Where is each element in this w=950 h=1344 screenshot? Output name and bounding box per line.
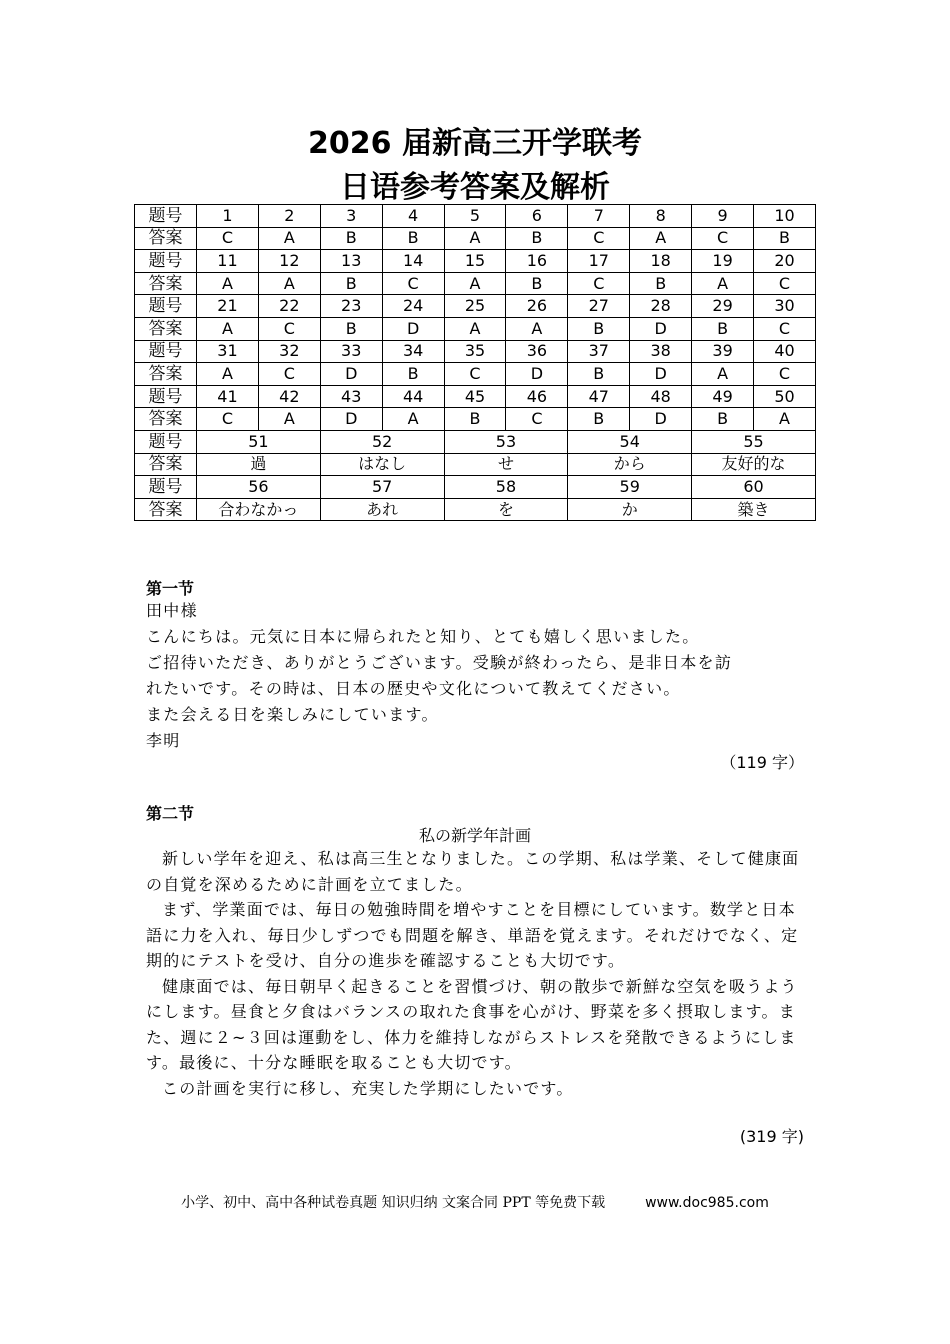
answer-cell: B xyxy=(320,227,382,250)
answer-cell: か xyxy=(568,498,692,521)
row-label: 答案 xyxy=(135,408,197,431)
question-number-row xyxy=(135,250,816,273)
answer-cell: B xyxy=(692,408,754,431)
answer-cell: を xyxy=(444,498,568,521)
section2-count: (319 字) xyxy=(739,1127,804,1146)
question-number-cell: 20 xyxy=(754,250,816,273)
letter-line: 田中様 xyxy=(146,601,198,620)
title-line-2: 日语参考答案及解析 xyxy=(340,170,610,205)
row-label: 题号 xyxy=(135,340,197,363)
question-number-cell: 38 xyxy=(630,340,692,363)
essay-paragraph: 健康面では、毎日朝早く起きることを習慣づけ、朝の散歩で新鮮な空気を吸うようにします。昼食と夕食はバランスの取れた食事を心がけ、野菜を多く摂取します。また、週に２~３回は運動をし、体力を維持しながらストレスを発散できるようにします。最後に、十分な睡眠を取ることも大切です。 xyxy=(146,976,798,1072)
answer-cell: A xyxy=(444,227,506,250)
answer-row xyxy=(135,453,816,476)
question-number-cell: 16 xyxy=(506,250,568,273)
question-number-cell: 10 xyxy=(754,205,816,228)
question-number-row xyxy=(135,295,816,318)
question-number-row xyxy=(135,385,816,408)
row-label: 答案 xyxy=(135,363,197,386)
question-number-cell: 26 xyxy=(506,295,568,318)
answer-cell: A xyxy=(197,363,259,386)
answer-cell: 過 xyxy=(197,453,321,476)
question-number-cell: 3 xyxy=(320,205,382,228)
answer-cell: D xyxy=(630,408,692,431)
question-number-cell: 7 xyxy=(568,205,630,228)
question-number-cell: 41 xyxy=(197,385,259,408)
row-label: 题号 xyxy=(135,430,197,453)
question-number-row xyxy=(135,205,816,228)
answer-cell: C xyxy=(568,272,630,295)
section1-count: （119 字） xyxy=(720,753,804,772)
answer-cell: B xyxy=(568,363,630,386)
question-number-cell: 40 xyxy=(754,340,816,363)
answer-cell: せ xyxy=(444,453,568,476)
question-number-cell: 12 xyxy=(258,250,320,273)
question-number-cell: 37 xyxy=(568,340,630,363)
answer-row xyxy=(135,227,816,250)
answer-cell: C xyxy=(754,317,816,340)
answer-cell: B xyxy=(382,363,444,386)
essay-paragraph: まず、学業面では、毎日の勉強時間を増やすことを目標にしています。数学と日本語に力を入れ、毎日少しずつでも問題を解き、単語を覚えます。それだけでなく、定期的にテストを受け、自分の進歩を確認することも大切です。 xyxy=(146,900,799,970)
answer-cell: C xyxy=(258,363,320,386)
question-number-cell: 33 xyxy=(320,340,382,363)
answer-cell: D xyxy=(320,408,382,431)
answer-cell: 築き xyxy=(692,498,816,521)
essay-paragraph: この計画を実行に移し、充実した学期にしたいです。 xyxy=(162,1078,574,1098)
question-number-row xyxy=(135,476,816,499)
question-number-cell: 51 xyxy=(197,430,321,453)
question-number-cell: 48 xyxy=(630,385,692,408)
question-number-cell: 43 xyxy=(320,385,382,408)
letter-line: 李明 xyxy=(146,731,181,750)
essay-body xyxy=(146,846,806,1101)
question-number-cell: 60 xyxy=(692,476,816,499)
row-label: 答案 xyxy=(135,453,197,476)
question-number-cell: 17 xyxy=(568,250,630,273)
answer-cell: C xyxy=(197,227,259,250)
footer-text: 小学、初中、高中各种试卷真题 知识归纳 文案合同 PPT 等免费下载 xyxy=(181,1195,606,1211)
question-number-cell: 13 xyxy=(320,250,382,273)
question-number-cell: 14 xyxy=(382,250,444,273)
question-number-cell: 28 xyxy=(630,295,692,318)
question-number-cell: 39 xyxy=(692,340,754,363)
answer-row xyxy=(135,272,816,295)
question-number-cell: 4 xyxy=(382,205,444,228)
answer-cell: A xyxy=(692,363,754,386)
question-number-cell: 35 xyxy=(444,340,506,363)
question-number-cell: 29 xyxy=(692,295,754,318)
letter-line: ご招待いただき、ありがとうございます。受験が終わったら、是非日本を訪 xyxy=(146,653,733,672)
question-number-cell: 9 xyxy=(692,205,754,228)
answer-cell: A xyxy=(258,408,320,431)
answer-cell: B xyxy=(444,408,506,431)
answer-cell: B xyxy=(568,317,630,340)
question-number-cell: 50 xyxy=(754,385,816,408)
footer-url[interactable]: www.doc985.com xyxy=(645,1195,769,1211)
answer-cell: A xyxy=(197,272,259,295)
question-number-cell: 59 xyxy=(568,476,692,499)
question-number-cell: 34 xyxy=(382,340,444,363)
question-number-cell: 2 xyxy=(258,205,320,228)
letter-line: また会える日を楽しみにしています。 xyxy=(146,705,439,724)
answer-row xyxy=(135,317,816,340)
answer-row xyxy=(135,408,816,431)
answer-cell: B xyxy=(320,272,382,295)
row-label: 答案 xyxy=(135,227,197,250)
question-number-cell: 55 xyxy=(692,430,816,453)
section1-letter xyxy=(146,598,804,754)
answer-cell: D xyxy=(630,363,692,386)
question-number-cell: 47 xyxy=(568,385,630,408)
question-number-row xyxy=(135,340,816,363)
answer-cell: C xyxy=(382,272,444,295)
question-number-cell: 45 xyxy=(444,385,506,408)
question-number-cell: 8 xyxy=(630,205,692,228)
answer-cell: C xyxy=(444,363,506,386)
answer-cell: 友好的な xyxy=(692,453,816,476)
section2-heading: 第二节 xyxy=(146,804,195,823)
question-number-cell: 15 xyxy=(444,250,506,273)
answer-cell: A xyxy=(754,408,816,431)
question-number-cell: 57 xyxy=(320,476,444,499)
row-label: 题号 xyxy=(135,385,197,408)
question-number-cell: 54 xyxy=(568,430,692,453)
answer-cell: B xyxy=(506,227,568,250)
answer-cell: D xyxy=(382,317,444,340)
answer-cell: 合わなかっ xyxy=(197,498,321,521)
essay-title: 私の新学年計画 xyxy=(418,826,531,845)
answer-cell: A xyxy=(197,317,259,340)
row-label: 答案 xyxy=(135,272,197,295)
answer-cell: A xyxy=(506,317,568,340)
question-number-row xyxy=(135,430,816,453)
answer-cell: はなし xyxy=(320,453,444,476)
answer-cell: から xyxy=(568,453,692,476)
answer-table xyxy=(134,204,816,521)
answer-cell: C xyxy=(754,363,816,386)
question-number-cell: 49 xyxy=(692,385,754,408)
section1-heading: 第一节 xyxy=(146,579,195,598)
answer-cell: C xyxy=(258,317,320,340)
answer-row xyxy=(135,498,816,521)
letter-line: れたいです。その時は、日本の歴史や文化について教えてください。 xyxy=(146,679,681,698)
answer-cell: B xyxy=(692,317,754,340)
answer-cell: A xyxy=(444,317,506,340)
question-number-cell: 30 xyxy=(754,295,816,318)
question-number-cell: 18 xyxy=(630,250,692,273)
answer-cell: D xyxy=(506,363,568,386)
row-label: 题号 xyxy=(135,250,197,273)
question-number-cell: 1 xyxy=(197,205,259,228)
answer-cell: B xyxy=(630,272,692,295)
answer-cell: C xyxy=(692,227,754,250)
question-number-cell: 27 xyxy=(568,295,630,318)
question-number-cell: 52 xyxy=(320,430,444,453)
answer-cell: C xyxy=(506,408,568,431)
question-number-cell: 22 xyxy=(258,295,320,318)
question-number-cell: 21 xyxy=(197,295,259,318)
question-number-cell: 32 xyxy=(258,340,320,363)
answer-cell: B xyxy=(754,227,816,250)
footer xyxy=(0,1192,950,1212)
answer-cell: A xyxy=(444,272,506,295)
answer-cell: D xyxy=(320,363,382,386)
answer-cell: C xyxy=(754,272,816,295)
question-number-cell: 6 xyxy=(506,205,568,228)
title-line-1: 2026 届新高三开学联考 xyxy=(308,126,642,161)
question-number-cell: 36 xyxy=(506,340,568,363)
answer-cell: C xyxy=(197,408,259,431)
question-number-cell: 23 xyxy=(320,295,382,318)
letter-line: こんにちは。元気に日本に帰られたと知り、とても嬉しく思いました。 xyxy=(146,627,700,646)
answer-cell: A xyxy=(630,227,692,250)
answer-cell: B xyxy=(568,408,630,431)
question-number-cell: 11 xyxy=(197,250,259,273)
answer-cell: あれ xyxy=(320,498,444,521)
row-label: 题号 xyxy=(135,295,197,318)
essay-paragraph: 新しい学年を迎え、私は高三生となりました。この学期、私は学業、そして健康面の自覚を深めるために計画を立てました。 xyxy=(146,849,800,894)
answer-cell: B xyxy=(382,227,444,250)
answer-cell: A xyxy=(258,227,320,250)
question-number-cell: 19 xyxy=(692,250,754,273)
question-number-cell: 58 xyxy=(444,476,568,499)
question-number-cell: 31 xyxy=(197,340,259,363)
question-number-cell: 42 xyxy=(258,385,320,408)
question-number-cell: 24 xyxy=(382,295,444,318)
answer-cell: B xyxy=(506,272,568,295)
question-number-cell: 46 xyxy=(506,385,568,408)
question-number-cell: 25 xyxy=(444,295,506,318)
answer-cell: A xyxy=(692,272,754,295)
row-label: 题号 xyxy=(135,205,197,228)
question-number-cell: 44 xyxy=(382,385,444,408)
answer-cell: A xyxy=(258,272,320,295)
question-number-cell: 53 xyxy=(444,430,568,453)
answer-cell: A xyxy=(382,408,444,431)
row-label: 题号 xyxy=(135,476,197,499)
answer-row xyxy=(135,363,816,386)
row-label: 答案 xyxy=(135,498,197,521)
question-number-cell: 56 xyxy=(197,476,321,499)
question-number-cell: 5 xyxy=(444,205,506,228)
answer-cell: D xyxy=(630,317,692,340)
row-label: 答案 xyxy=(135,317,197,340)
answer-cell: C xyxy=(568,227,630,250)
answer-cell: B xyxy=(320,317,382,340)
